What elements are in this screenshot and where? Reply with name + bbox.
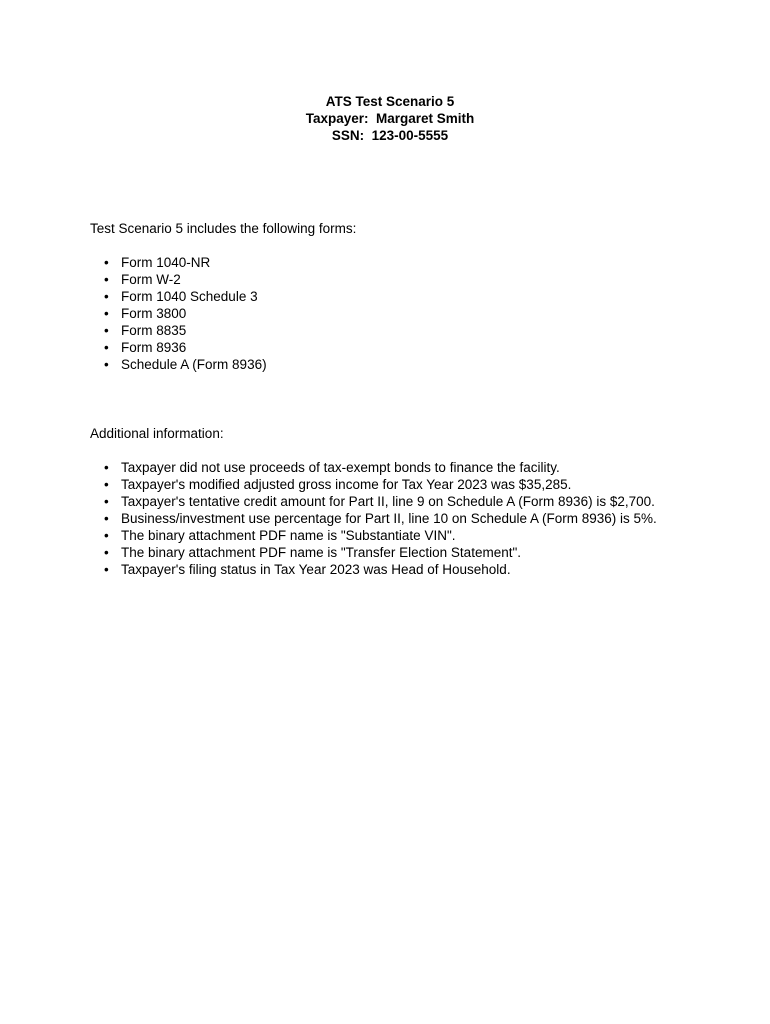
bullet-icon: • — [104, 289, 109, 304]
list-item — [104, 459, 657, 476]
bullet-icon: • — [104, 306, 109, 321]
list-item — [104, 322, 267, 339]
info-text: Taxpayer's tentative credit amount for Part II, line 9 on Schedule A (Form 8936) is $2,700. — [121, 494, 655, 509]
bullet-icon: • — [104, 477, 109, 492]
additional-info-list — [104, 459, 657, 578]
form-name: Form 3800 — [121, 306, 187, 321]
bullet-icon: • — [104, 511, 109, 526]
taxpayer-name: Taxpayer: Margaret Smith — [305, 111, 475, 126]
info-text: The binary attachment PDF name is "Substantiate VIN". — [121, 528, 456, 543]
form-name: Form 1040-NR — [121, 255, 211, 270]
bullet-icon: • — [104, 323, 109, 338]
list-item — [104, 271, 267, 288]
bullet-icon: • — [104, 562, 109, 577]
bullet-icon: • — [104, 460, 109, 475]
list-item — [104, 305, 267, 322]
bullet-icon: • — [104, 545, 109, 560]
bullet-icon: • — [104, 255, 109, 270]
list-item — [104, 510, 657, 527]
form-name: Schedule A (Form 8936) — [121, 357, 267, 372]
list-item — [104, 254, 267, 271]
taxpayer-ssn: SSN: 123-00-5555 — [331, 128, 449, 143]
list-item — [104, 356, 267, 373]
form-name: Form W-2 — [121, 272, 181, 287]
bullet-icon: • — [104, 340, 109, 355]
list-item — [104, 476, 657, 493]
bullet-icon: • — [104, 528, 109, 543]
info-text: The binary attachment PDF name is "Transfer Election Statement". — [121, 545, 522, 560]
bullet-icon: • — [104, 494, 109, 509]
list-item — [104, 493, 657, 510]
document-header — [0, 93, 770, 144]
form-name: Form 1040 Schedule 3 — [121, 289, 258, 304]
bullet-icon: • — [104, 272, 109, 287]
list-item — [104, 339, 267, 356]
list-item — [104, 544, 657, 561]
list-item — [104, 561, 657, 578]
forms-list — [104, 254, 267, 373]
info-text: Taxpayer's modified adjusted gross income for Tax Year 2023 was $35,285. — [121, 477, 572, 492]
document-title: ATS Test Scenario 5 — [325, 94, 455, 109]
info-text: Taxpayer did not use proceeds of tax-exempt bonds to finance the facility. — [121, 460, 560, 475]
form-name: Form 8835 — [121, 323, 187, 338]
forms-intro-text: Test Scenario 5 includes the following forms: — [90, 221, 357, 236]
info-text: Taxpayer's filing status in Tax Year 2023 was Head of Household. — [121, 562, 511, 577]
additional-info-heading: Additional information: — [90, 426, 224, 441]
bullet-icon: • — [104, 357, 109, 372]
list-item — [104, 527, 657, 544]
info-text: Business/investment use percentage for Part II, line 10 on Schedule A (Form 8936) is 5%. — [121, 511, 657, 526]
form-name: Form 8936 — [121, 340, 187, 355]
list-item — [104, 288, 267, 305]
